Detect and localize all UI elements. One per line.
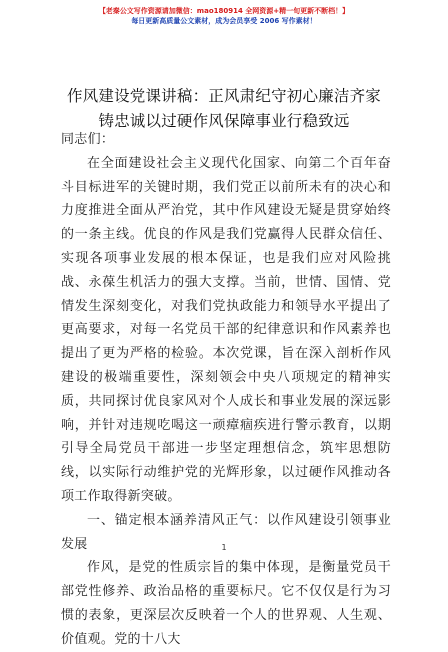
document-body	[61, 128, 391, 652]
banner-line-blue: 每日更新高质量公文素材，成为会员享受 2006 写作素材！	[131, 17, 317, 25]
banner-line-red: 【老秦公文写作资源请加微信：mao180914 全网资源+精一旬更新不断档！】	[98, 7, 350, 15]
greeting: 同志们：	[61, 132, 115, 147]
title-line-1: 作风建设党课讲稿：正风肃纪守初心廉洁齐家	[66, 87, 381, 105]
title-line-2: 铸忠诚以过硬作风保障事业行稳致远	[98, 112, 350, 130]
section-heading: 一、锚定根本涵养清风正气：以作风建设引领事业发展	[61, 512, 391, 552]
header-banner	[0, 6, 448, 26]
document-title	[40, 84, 408, 134]
section-paragraph: 作风，是党的性质宗旨的集中体现，是衡量党员干部党性修养、政治品格的重要标尺。它不仅仅是行为习惯的表象，更深层次反映着一个人的世界观、人生观、价值观。党的十八大	[61, 560, 391, 647]
page-number: 1	[221, 543, 227, 552]
intro-paragraph: 在全面建设社会主义现代化国家、向第二个百年奋斗目标进军的关键时期，我们党正以前所未有的决心和力度推进全面从严治党，其中作风建设无疑是贯穿始终的一条主线。优良的作风是我们党赢得人民群众信任、实现各项事业发展的根本保证，也是我们应对风险挑战、永葆生机活力的强大支撑。当前，世情、国情、党情发生深刻变化，对我们党执政能力和领导水平提出了更高要求，对每一名党员干部的纪律意识和作风素养也提出了更为严格的检验。本次党课，旨在深入剖析作风建设的极端重要性，深刻领会中央八项规定的精神实质，共同探讨优良家风对个人成长和事业发展的深远影响，并针对违规吃喝这一顽瘴痼疾进行警示教育，以期引导全局党员干部进一步坚定理想信念，筑牢思想防线，以实际行动维护党的光辉形象，以过硬作风推动各项工作取得新突破。	[61, 155, 391, 504]
